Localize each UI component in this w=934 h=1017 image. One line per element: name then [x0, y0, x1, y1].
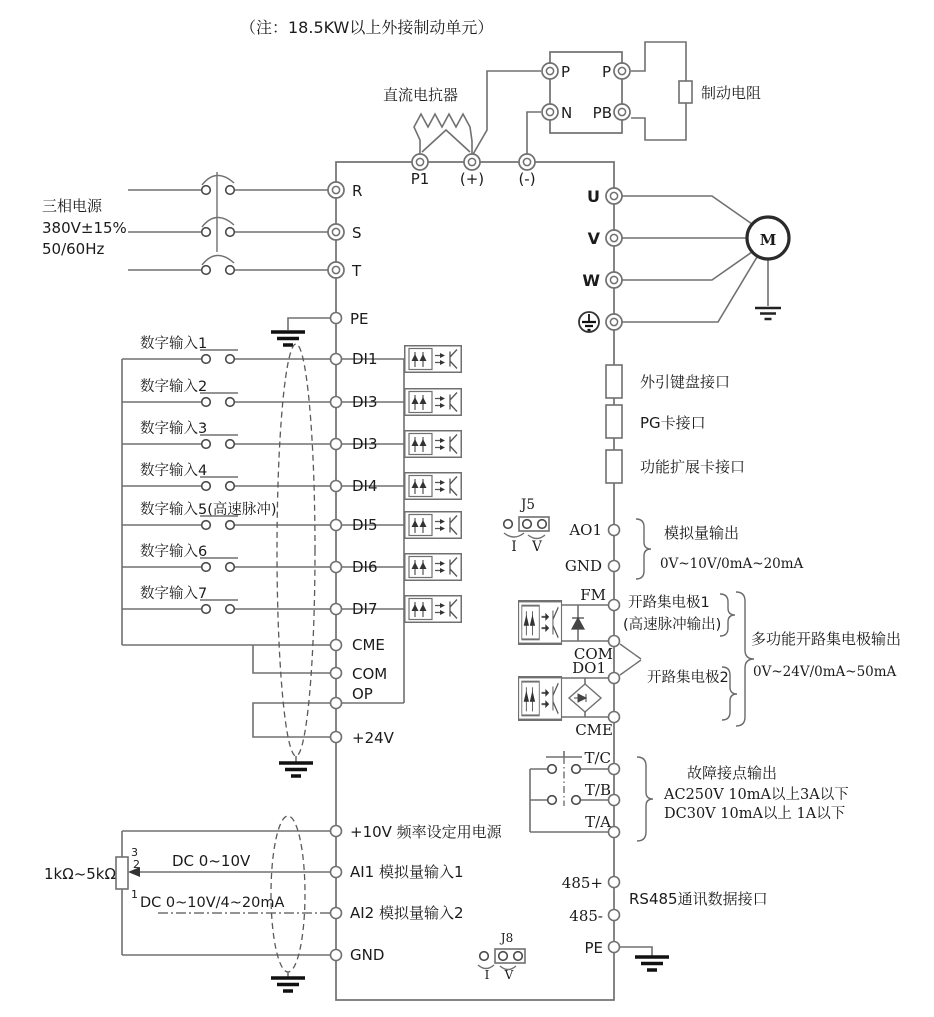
- optocoupler-icon: [405, 389, 462, 416]
- expansion-card-label: 功能扩展卡接口: [640, 458, 746, 476]
- relay-title: 故障接点输出: [687, 764, 778, 782]
- wires-uvw-motor: [622, 196, 768, 322]
- w-label: W: [582, 271, 600, 290]
- oc1-brace: [720, 594, 735, 636]
- cme-label: CME: [352, 636, 385, 654]
- ao-title: 模拟量输出: [664, 524, 740, 542]
- keyboard-port-icon: [606, 365, 622, 398]
- di-input-label: 数字输入3: [140, 421, 208, 437]
- com-label: COM: [352, 665, 388, 683]
- brake-pb-out-label: PB: [592, 104, 612, 122]
- di-input-label: 数字输入4: [140, 463, 208, 479]
- pg-card-port-icon: [606, 405, 622, 438]
- digital-inputs: [122, 335, 461, 776]
- terminal-fm: [609, 600, 620, 611]
- optocoupler-icon: [519, 601, 562, 644]
- pe-right-wire: [620, 947, 652, 956]
- wire-pe-ground: [288, 318, 330, 330]
- brake-unit-note: （注：18.5KW以上外接制动单元）: [240, 18, 494, 37]
- terminal-di3: [331, 439, 342, 450]
- ta-label: T/A: [585, 813, 611, 831]
- braking-resistor-icon: [679, 81, 692, 103]
- op-label: OP: [352, 685, 373, 703]
- potentiometer-icon: [116, 857, 128, 889]
- j5-v-label: V: [532, 539, 542, 555]
- ai-gnd-label: GND: [350, 946, 385, 964]
- shield-cable-icon: [277, 344, 315, 756]
- terminal-brake-p-in: [542, 63, 558, 79]
- dc2-label: DC 0~10V/4~20mA: [140, 895, 285, 911]
- di-terminal-label: DI3: [352, 393, 378, 411]
- terminal-op: [331, 698, 342, 709]
- terminal-plus: [464, 154, 480, 170]
- p24v-label: +24V: [352, 729, 394, 747]
- ao-range: 0V~10V/0mA~20mA: [660, 556, 804, 572]
- braking-resistor-label: 制动电阻: [701, 84, 762, 102]
- earth-circle-icon: [579, 312, 599, 332]
- terminal-pe: [331, 313, 342, 324]
- three-phase-input: [42, 172, 369, 345]
- terminal-brake-p-out: [614, 63, 630, 79]
- pe-ground-icon: [635, 957, 669, 970]
- ao-brace: [636, 519, 651, 579]
- terminal-com: [331, 668, 342, 679]
- optocoupler-icon: [519, 677, 562, 720]
- oc-divider-lines: [620, 644, 641, 675]
- dc-reactor-label: 直流电抗器: [383, 86, 459, 104]
- terminal-minus: [519, 154, 535, 170]
- pe-right-label: PE: [584, 939, 603, 957]
- j8-label: J8: [500, 931, 514, 945]
- optocoupler-icon: [405, 346, 462, 373]
- oc1-sub-label: (高速脉冲输出): [623, 617, 722, 633]
- di-terminal-label: DI5: [352, 516, 378, 534]
- terminal-di5: [331, 520, 342, 531]
- terminal-brake-n-in: [542, 104, 558, 120]
- v-label: V: [587, 229, 600, 248]
- oc-range: 0V~24V/0mA~50mA: [753, 664, 897, 680]
- terminal-di1: [331, 354, 342, 365]
- rs485-minus-label: 485-: [569, 907, 603, 925]
- pot-pin1: 1: [131, 888, 138, 901]
- di-terminal-label: DI4: [352, 477, 378, 495]
- pot-pin3: 3: [131, 846, 138, 859]
- terminal-w: [606, 272, 622, 288]
- pg-card-label: PG卡接口: [640, 414, 706, 432]
- terminal-r: [328, 182, 344, 198]
- j8-open-pin: [480, 952, 489, 961]
- di-terminal-label: DI3: [352, 435, 378, 453]
- power-line3: 50/60Hz: [42, 240, 105, 258]
- power-line1: 三相电源: [42, 197, 103, 215]
- relay-spec-dc: DC30V 10mA以上 1A以下: [664, 806, 846, 822]
- oc-cme-label: CME: [575, 721, 613, 739]
- shield-ground-icon: [279, 763, 313, 776]
- keyboard-port-label: 外引键盘接口: [640, 373, 731, 391]
- wire-minus-to-N: [527, 112, 541, 156]
- ai-wires: [122, 831, 330, 955]
- ai1-label: AI1 模拟量输入1: [350, 863, 464, 881]
- oc-com-label: COM: [573, 645, 613, 663]
- t-label: T: [352, 262, 362, 280]
- optocoupler-icon: [405, 431, 462, 458]
- pot-pin2: 2: [133, 858, 140, 871]
- terminal-di2: [331, 397, 342, 408]
- fm-label: FM: [580, 586, 606, 604]
- brake-n-in-label: N: [561, 104, 573, 122]
- terminal-485n: [609, 910, 620, 921]
- brake-p-out-label: P: [601, 63, 611, 81]
- terminal-u: [606, 188, 622, 204]
- plus-label: (+): [459, 170, 485, 188]
- relay-brace: [637, 757, 653, 841]
- terminal-di4: [331, 481, 342, 492]
- tb-label: T/B: [584, 781, 611, 799]
- optocoupler-icon: [405, 596, 462, 623]
- terminal-v: [606, 230, 622, 246]
- terminal-di6: [331, 562, 342, 573]
- terminal-ai1: [331, 867, 342, 878]
- wire-brake-resistor-loop: [631, 42, 686, 140]
- terminal-24v: [331, 732, 342, 743]
- j5-label: J5: [520, 497, 536, 513]
- terminal-10v: [331, 826, 342, 837]
- terminal-cme: [331, 640, 342, 651]
- terminal-brake-pb-out: [614, 104, 630, 120]
- oc-title: 多功能开路集电极输出: [751, 630, 902, 648]
- terminal-earth: [606, 314, 622, 330]
- open-collector-outputs: [519, 586, 901, 739]
- option-ports: [606, 365, 745, 483]
- j5-pair-arcs: [504, 533, 545, 539]
- oc1-label: 开路集电极1: [628, 595, 710, 611]
- ai2-label: AI2 模拟量输入2: [350, 904, 464, 922]
- p10v-label: +10V 频率设定用电源: [350, 823, 502, 841]
- terminal-ai-gnd: [331, 950, 342, 961]
- s-label: S: [352, 224, 362, 242]
- di-input-label: 数字输入1: [140, 336, 208, 352]
- di-input-label: 数字输入5(高速脉冲): [140, 502, 277, 518]
- terminal-di7: [331, 604, 342, 615]
- di-input-label: 数字输入2: [140, 379, 208, 395]
- terminal-pe-right: [609, 942, 620, 953]
- di-terminal-label: DI6: [352, 558, 378, 576]
- dc-reactor-icon: [414, 114, 472, 157]
- di-input-label: 数字输入6: [140, 544, 208, 560]
- terminal-t: [328, 262, 344, 278]
- optocoupler-icon: [405, 473, 462, 500]
- terminal-do1: [609, 673, 620, 684]
- p1-label: P1: [410, 170, 430, 188]
- wire-plus-to-P: [472, 71, 541, 156]
- rs485-title: RS485通讯数据接口: [629, 890, 768, 908]
- shield-cable-icon: [271, 816, 305, 972]
- ai-shield-ground-icon: [271, 978, 305, 991]
- motor-ground-icon: [755, 308, 781, 319]
- j5-i-label: I: [511, 539, 517, 555]
- dc1-label: DC 0~10V: [172, 852, 251, 870]
- terminal-ao1: [609, 525, 620, 536]
- di-input-label: 数字输入7: [140, 586, 208, 602]
- j8-i-label: I: [484, 968, 490, 982]
- ground-icon: [271, 332, 305, 345]
- terminal-p1: [412, 154, 428, 170]
- u-label: U: [587, 187, 600, 206]
- diode-icon: [572, 618, 584, 629]
- motor-letter: M: [759, 231, 777, 249]
- j8-v-label: V: [504, 968, 514, 982]
- relay-output: [530, 749, 849, 841]
- optocoupler-icon: [405, 554, 462, 581]
- j5-open-pin: [504, 520, 513, 529]
- fm-wires: [562, 605, 608, 641]
- do1-label: DO1: [572, 659, 606, 677]
- di-terminal-label: DI1: [352, 350, 378, 368]
- di-terminal-label: DI7: [352, 600, 378, 618]
- analog-output: [504, 497, 804, 579]
- r-label: R: [352, 182, 363, 200]
- ao-gnd-label: GND: [564, 557, 602, 575]
- rs485-section: [562, 874, 768, 970]
- terminal-ao-gnd: [609, 561, 620, 572]
- minus-label: (-): [518, 170, 536, 188]
- brake-p-in-label: P: [561, 63, 571, 81]
- terminal-s: [328, 224, 344, 240]
- oc2-label: 开路集电极2: [647, 670, 729, 686]
- pot-label: 1kΩ~5kΩ: [44, 865, 116, 883]
- ao1-label: AO1: [569, 521, 602, 539]
- power-line2: 380V±15%: [42, 219, 127, 237]
- oc-big-brace: [736, 592, 754, 726]
- relay-spec-ac: AC250V 10mA以上3A以下: [664, 787, 849, 803]
- diode-icon: [574, 694, 586, 702]
- rs485-plus-label: 485+: [561, 874, 603, 892]
- optocoupler-icon: [405, 512, 462, 539]
- motor-output: [579, 187, 789, 332]
- terminal-485p: [609, 877, 620, 888]
- analog-inputs: [44, 816, 525, 991]
- terminal-ai2: [331, 908, 342, 919]
- pe-label: PE: [350, 310, 369, 328]
- expansion-port-icon: [606, 450, 622, 483]
- tc-label: T/C: [584, 749, 611, 767]
